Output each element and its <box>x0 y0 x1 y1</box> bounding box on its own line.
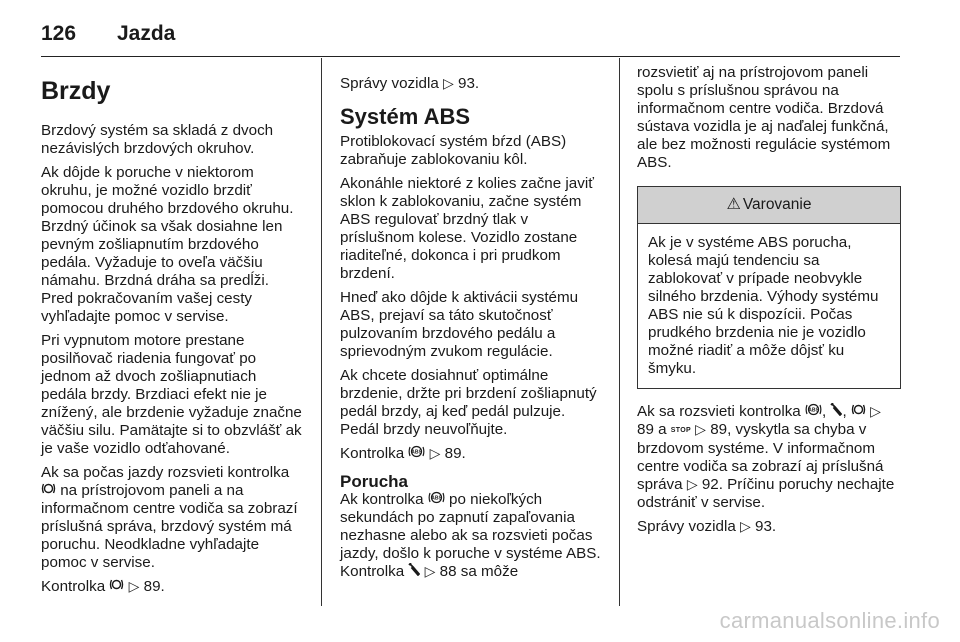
subheading: Porucha <box>340 472 409 491</box>
page-reference-icon: ▷ <box>686 476 698 492</box>
page-reference-icon: ▷ <box>128 578 140 594</box>
svg-text:ABS: ABS <box>411 449 423 456</box>
text-run: 88 sa môže <box>439 563 519 580</box>
section-title: Brzdy <box>41 77 111 105</box>
text-run: Ak sa počas jazdy rozsvieti kontrolka <box>41 464 290 481</box>
paragraph: Ak dôjde k poruche v niektorom okruhu, je možné vozidlo brzdiť pomocou druhého brzdového okruhu. Brzdný účinok sa však dosiahne len pevným zošliapnutím brzdového pedála. Vyžaduje to oveľa väčšiu námahu. Brzdná dráha sa predĺži. Pred pokračovaním vašej cesty vyhľadajte pomoc v servise. <box>41 164 294 325</box>
paragraph: Protiblokovací systém bŕzd (ABS) zabraňuje zablokovaniu kôl. <box>340 133 567 168</box>
text-run: Správy vozidla <box>637 518 736 535</box>
section-heading: Systém ABS <box>340 104 471 129</box>
watermark: carmanualsonline.info <box>719 608 940 633</box>
paragraph <box>340 75 602 93</box>
paragraph: Akonáhle niektoré z kolies začne javiť sklon k zablokovaniu, začne systém ABS regulovať brzdný tlak v príslušnom kolese. Vozidlo zostane riaditeľné, dokonca i pri prudkom brzdení. <box>340 175 594 282</box>
brake-warning-icon <box>109 578 124 593</box>
page-reference-icon: ▷ <box>443 75 454 91</box>
text-run: 89, vyskytla sa chyba v brzdovom systéme. V informačnom centre vodiča sa zobrazí aj príslušná správa <box>637 421 884 493</box>
svg-text:ABS: ABS <box>808 407 819 414</box>
paragraph: Pri vypnutom motore prestane posilňovač riadenia fungovať po jednom až dvoch zošliapnutiach pedála brzdy. Brzdiaci efekt nie je znížený, ale brzdenie vyžaduje značne väčšiu silu. Pamätajte si to obzvlášť ak je vaše vozidlo odťahované. <box>41 332 302 457</box>
page-reference[interactable]: 93. <box>458 75 480 92</box>
wrench-icon <box>830 403 842 418</box>
page-reference[interactable]: 93. <box>755 518 777 535</box>
column-1 <box>41 58 303 602</box>
page-reference-icon: ▷ <box>429 445 441 461</box>
wrench-icon <box>408 563 420 578</box>
svg-text:ABS: ABS <box>431 495 442 502</box>
brake-warning-icon <box>41 482 56 497</box>
text-run: Ak kontrolka <box>340 491 424 508</box>
warning-triangle-icon: ⚠ <box>726 196 741 213</box>
warning-box <box>637 186 901 389</box>
text-run: po niekoľkých sekundách po zapnutí zapaľovania nezhasne alebo ak sa rozsvieti počas jazdy, došlo k poruche v systéme ABS. Kontrolka <box>340 491 601 580</box>
stop-icon: STOP <box>670 427 691 434</box>
brake-warning-icon <box>851 403 866 418</box>
warning-body <box>638 224 900 388</box>
page-reference-icon: ▷ <box>870 403 881 419</box>
paragraph: Ak chcete dosiahnuť optimálne brzdenie, držte pri brzdení zošliapnutý pedál brzdy, aj keď pedál pulzuje. Pedál brzdy neuvoľňujte. <box>340 367 597 438</box>
abs-lamp-icon <box>408 445 425 460</box>
paragraph <box>41 464 303 572</box>
text-run: Kontrolka <box>340 445 405 462</box>
text-run: Ak sa rozsvieti kontrolka <box>637 403 801 420</box>
column-2 <box>340 58 602 602</box>
page-reference-icon: ▷ <box>740 518 751 534</box>
paragraph <box>340 445 602 463</box>
warning-text: Ak je v systéme ABS porucha, kolesá majú tendenciu sa zablokovať v prípade neobvykle silného brzdenia. Výhody systému ABS nie sú k dispozícii. Počas prudkého brzdenia nie je vozidlo možné riadiť a môže dôjsť ku šmyku. <box>648 234 879 377</box>
paragraph: Hneď ako dôjde k aktivácii systému ABS, prejaví sa táto skutočnosť pulzovaním brzdového pedálu a sprievodným zvukom regulácie. <box>340 289 579 360</box>
text-run: Správy vozidla <box>340 75 439 92</box>
abs-lamp-icon <box>428 491 445 506</box>
page-reference-icon: ▷ <box>695 421 706 437</box>
warning-label: Varovanie <box>742 196 812 213</box>
text-run: 92. Príčinu poruchy nechajte odstrániť v servise. <box>637 476 895 511</box>
column-divider <box>619 58 620 606</box>
chapter-title: Jazda <box>117 22 176 45</box>
text-run: na prístrojovom paneli a na informačnom centre vodiča sa zobrazí príslušná správa, brzdový systém má poruchu. Neodkladne vyhľadajte pomoc v servise. <box>41 482 298 571</box>
column-divider <box>321 58 322 606</box>
abs-lamp-icon <box>805 403 822 418</box>
paragraph: Brzdový systém sa skladá z dvoch nezávislých brzdových okruhov. <box>41 122 274 157</box>
page-reference[interactable]: 89. <box>444 445 466 462</box>
paragraph: rozsvietiť aj na prístrojovom paneli spolu s príslušnou správou na informačnom centre vodiča. Brzdová sústava vozidla je aj naďalej funkčná, ale bez možnosti regulácie systémom ABS. <box>637 64 891 171</box>
paragraph: Ak sa rozsvieti kontrolka ABS , , ▷ 89 a STOP ▷ 89, vyskytla sa chyba v brzdovom systéme. V informačnom centre vodiča sa zobrazí aj príslušná správa ▷ 92. Príčinu poruchy nechajte odstrániť v servise. <box>637 403 895 511</box>
page-reference[interactable]: 89. <box>143 578 165 595</box>
paragraph <box>340 491 602 581</box>
page-header <box>41 16 900 57</box>
page-reference-icon: ▷ <box>424 563 436 579</box>
text-run: 89 a <box>637 421 667 438</box>
paragraph <box>637 518 901 536</box>
warning-header <box>638 187 900 224</box>
column-3 <box>637 58 901 602</box>
paragraph <box>41 578 303 596</box>
text-run: Kontrolka <box>41 578 106 595</box>
page-number: 126 <box>41 22 77 45</box>
